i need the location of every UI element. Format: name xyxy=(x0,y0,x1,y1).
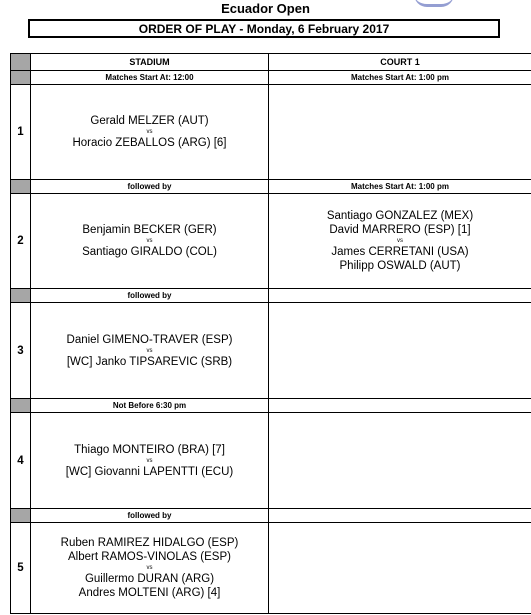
match-row xyxy=(11,85,531,180)
player-name: Gerald MELZER (AUT) xyxy=(90,115,209,127)
match-number: 1 xyxy=(11,85,31,180)
tournament-title: Ecuador Open xyxy=(221,1,310,16)
vs-label: vs xyxy=(146,129,153,135)
player-name: James CERRETANI (USA) xyxy=(331,246,469,258)
order-of-play-table xyxy=(10,53,531,614)
start-time-row xyxy=(11,399,531,413)
court-1-match-cell xyxy=(269,85,531,180)
row-marker xyxy=(11,71,31,85)
match-row xyxy=(11,523,531,614)
court-header-stadium: STADIUM xyxy=(31,54,269,71)
player-name: Ruben RAMIREZ HIDALGO (ESP) xyxy=(60,537,239,549)
match-row xyxy=(11,194,531,289)
court-1-match-cell xyxy=(269,194,531,289)
player-name: [WC] Giovanni LAPENTTI (ECU) xyxy=(65,465,234,478)
match-number: 3 xyxy=(11,303,31,399)
stadium-match-cell xyxy=(31,523,269,614)
start-time-row xyxy=(11,71,531,85)
start-info-stadium: Matches Start At: 12:00 xyxy=(31,71,269,85)
court-header-row xyxy=(11,54,531,71)
vs-label: vs xyxy=(146,347,153,354)
player-name: Thiago MONTEIRO (BRA) [7] xyxy=(74,443,225,456)
player-name: Santiago GONZALEZ (MEX) xyxy=(326,210,474,222)
vs-label: vs xyxy=(146,565,153,571)
match-row xyxy=(11,303,531,399)
start-info-stadium: followed by xyxy=(31,289,269,303)
player-name: Andres MOLTENI (ARG) [4] xyxy=(78,587,221,599)
stadium-match-cell xyxy=(31,194,269,289)
start-info-court-1: Matches Start At: 1:00 pm xyxy=(269,180,531,194)
match-number: 5 xyxy=(11,523,31,614)
vs-label: vs xyxy=(146,238,153,244)
player-name: Albert RAMOS-VINOLAS (ESP) xyxy=(68,551,231,563)
row-marker xyxy=(11,399,31,413)
row-marker xyxy=(11,509,31,523)
order-of-play-subtitle: ORDER OF PLAY - Monday, 6 February 2017 xyxy=(28,19,500,38)
row-marker xyxy=(11,180,31,194)
court-1-match-cell xyxy=(269,303,531,399)
start-info-court-1: Matches Start At: 1:00 pm xyxy=(269,71,531,85)
vs-label: vs xyxy=(397,238,403,244)
player-name: Daniel GIMENO-TRAVER (ESP) xyxy=(66,333,233,346)
player-name: Horacio ZEBALLOS (ARG) [6] xyxy=(72,137,227,149)
vs-label: vs xyxy=(146,457,153,464)
start-info-court-1 xyxy=(269,399,531,413)
start-info-court-1 xyxy=(269,509,531,523)
start-time-row xyxy=(11,509,531,523)
start-info-stadium: Not Before 6:30 pm xyxy=(31,399,269,413)
start-info-stadium: followed by xyxy=(31,509,269,523)
player-name: David MARRERO (ESP) [1] xyxy=(329,224,471,236)
start-time-row xyxy=(11,180,531,194)
start-time-row xyxy=(11,289,531,303)
match-row xyxy=(11,413,531,509)
start-info-court-1 xyxy=(269,289,531,303)
corner-cell xyxy=(11,54,31,71)
court-header-court-1: COURT 1 xyxy=(269,54,531,71)
player-name: Benjamin BECKER (GER) xyxy=(82,224,217,236)
stadium-match-cell xyxy=(31,85,269,180)
start-info-stadium: followed by xyxy=(31,180,269,194)
match-number: 2 xyxy=(11,194,31,289)
player-name: Philipp OSWALD (AUT) xyxy=(339,260,461,272)
court-1-match-cell xyxy=(269,413,531,509)
stadium-match-cell xyxy=(31,413,269,509)
match-number: 4 xyxy=(11,413,31,509)
player-name: [WC] Janko TIPSAREVIC (SRB) xyxy=(66,355,233,368)
row-marker xyxy=(11,289,31,303)
player-name: Guillermo DURAN (ARG) xyxy=(84,573,215,585)
stadium-match-cell xyxy=(31,303,269,399)
player-name: Santiago GIRALDO (COL) xyxy=(82,246,217,258)
court-1-match-cell xyxy=(269,523,531,614)
